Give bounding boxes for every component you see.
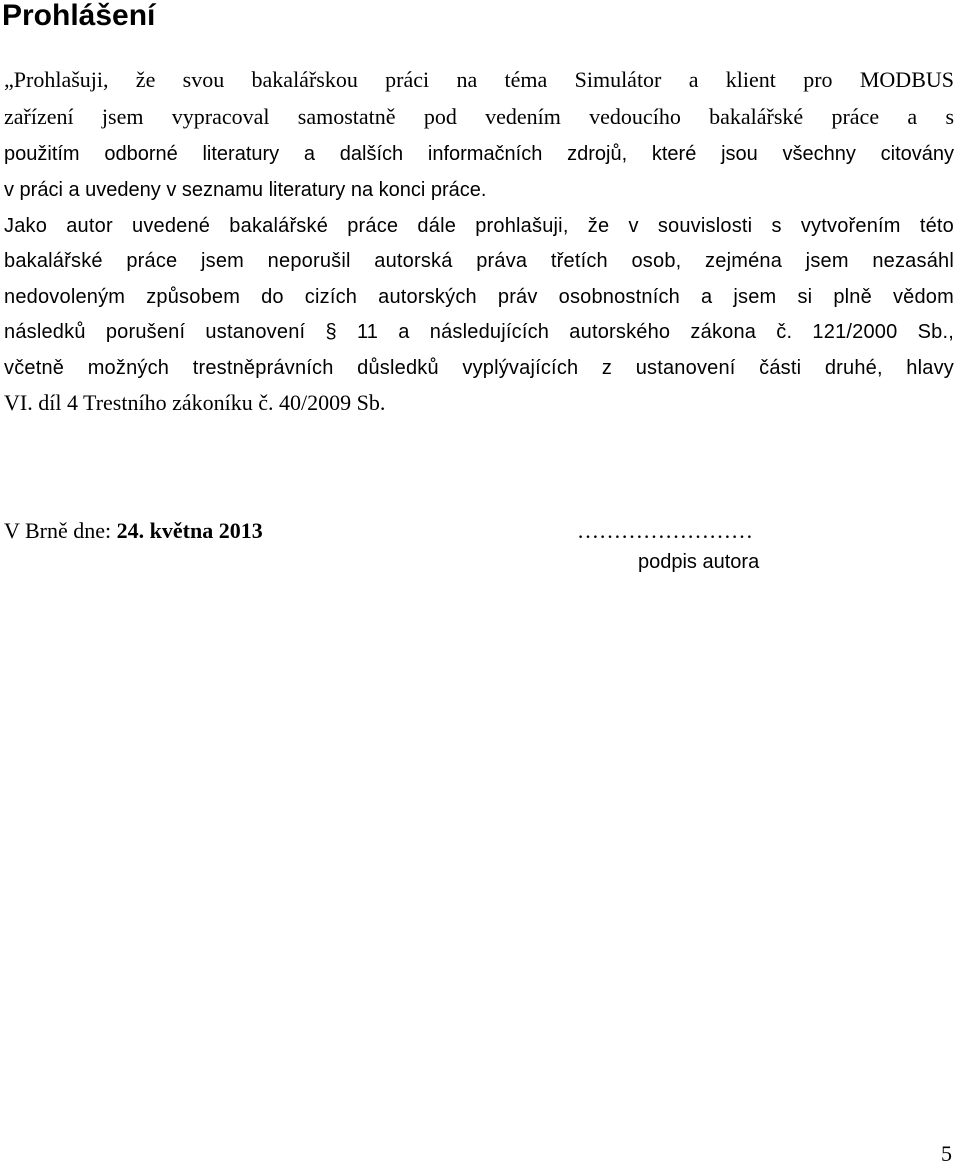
text-line: bakalářské práce jsem neporušil autorská práva třetích osob, zejména jsem nezasáhl [4, 250, 954, 272]
text-line: VI. díl 4 Trestního zákoníku č. 40/2009 Sb. [4, 390, 386, 415]
page-number: 5 [941, 1141, 952, 1166]
signature-date: 24. května 2013 [116, 518, 263, 543]
place-and-date [4, 513, 263, 549]
text-line: zařízení jsem vypracoval samostatně pod vedením vedoucího bakalářské práce a s [4, 104, 954, 129]
page-title: Prohlášení [2, 0, 156, 32]
text-line: včetně možných trestněprávních důsledků vyplývajících z ustanovení části druhé, hlavy [4, 357, 954, 379]
text-line: následků porušení ustanovení § 11 a následujících autorského zákona č. 121/2000 Sb., [4, 321, 954, 343]
text-line: „Prohlašuji, že svou bakalářskou práci na téma Simulátor a klient pro MODBUS [4, 67, 954, 92]
signature-label: podpis autora [638, 551, 760, 573]
signature-line: …………………… [577, 518, 753, 543]
text-line: Jako autor uvedené bakalářské práce dále prohlašuji, že v souvislosti s vytvořením této [4, 215, 954, 237]
text-line: nedovoleným způsobem do cizích autorských práv osobnostních a jsem si plně vědom [4, 286, 954, 308]
place-label: V Brně dne: [4, 518, 117, 543]
text-line: v práci a uvedeny v seznamu literatury na konci práce. [4, 179, 487, 201]
text-line: použitím odborné literatury a dalších informačních zdrojů, které jsou všechny citovány [4, 143, 954, 165]
